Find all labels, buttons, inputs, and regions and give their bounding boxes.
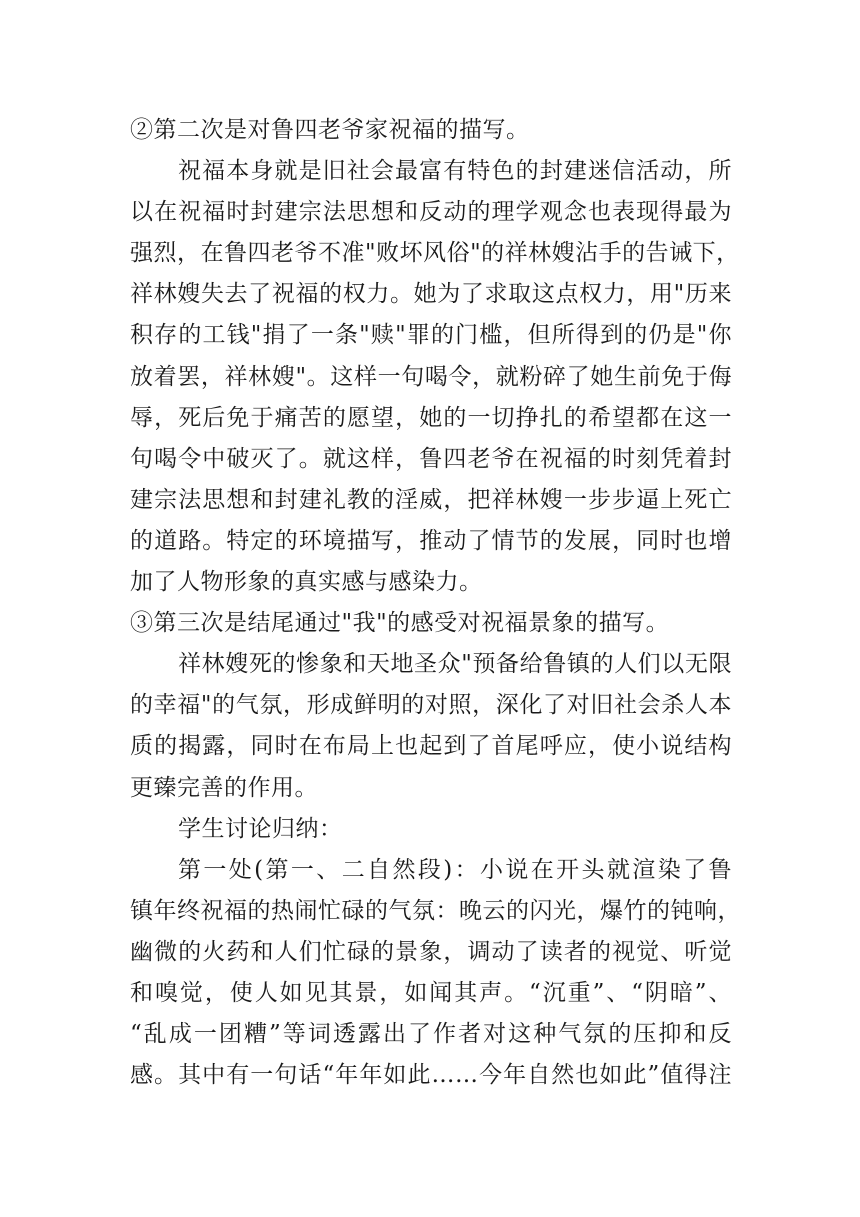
- paragraph-line: 第一处(第一、二自然段)：小说在开头就渲染了鲁: [178, 856, 732, 883]
- paragraph-line: 学生讨论归纳：: [178, 815, 343, 842]
- paragraph-line: 祥林嫂死的惨象和天地圣众"预备给鲁镇的人们以无限: [178, 651, 732, 678]
- paragraph-line: 加了人物形象的真实感与感染力。: [130, 569, 483, 596]
- paragraph-line: 镇年终祝福的热闹忙碌的气氛：晚云的闪光，爆竹的钝响，: [130, 897, 741, 924]
- paragraph-line: 辱，死后免于痛苦的愿望，她的一切挣扎的希望都在这一: [130, 404, 732, 431]
- paragraph-line: 的道路。特定的环境描写，推动了情节的发展，同时也增: [130, 527, 732, 554]
- paragraph-line: 更臻完善的作用。: [130, 774, 318, 801]
- paragraph-line: “乱成一团糟”等词透露出了作者对这种气氛的压抑和反: [130, 1021, 732, 1048]
- paragraph-line: 积存的工钱"捐了一条"赎"罪的门槛，但所得到的仍是"你: [130, 322, 732, 349]
- paragraph-line: 的幸福"的气氛，形成鲜明的对照，深化了对旧社会杀人本: [130, 692, 732, 719]
- paragraph-line: 质的揭露，同时在布局上也起到了首尾呼应，使小说结构: [130, 733, 732, 760]
- section-heading: ②第二次是对鲁四老爷家祝福的描写。: [130, 117, 530, 143]
- paragraph-line: 祝福本身就是旧社会最富有特色的封建迷信活动，所: [178, 158, 732, 185]
- paragraph-line: 以在祝福时封建宗法思想和反动的理学观念也表现得最为: [130, 199, 732, 226]
- paragraph-line: 幽微的火药和人们忙碌的景象，调动了读者的视觉、听觉: [130, 938, 732, 965]
- paragraph-line: 放着罢，祥林嫂"。这样一句喝令，就粉碎了她生前免于侮: [130, 363, 732, 390]
- section-heading: ③第三次是结尾通过"我"的感受对祝福景象的描写。: [130, 610, 670, 637]
- paragraph-line: 感。其中有一句话“年年如此……今年自然也如此”值得注: [130, 1062, 732, 1089]
- document-body: [130, 110, 741, 1096]
- paragraph-line: 和嗅觉，使人如见其景，如闻其声。“沉重”、“阴暗”、: [130, 979, 732, 1006]
- paragraph-line: 句喝令中破灭了。就这样，鲁四老爷在祝福的时刻凭着封: [130, 445, 732, 472]
- paragraph-line: 建宗法思想和封建礼教的淫威，把祥林嫂一步步逼上死亡: [130, 486, 732, 513]
- paragraph-line: 祥林嫂失去了祝福的权力。她为了求取这点权力，用"历来: [130, 281, 732, 308]
- paragraph-line: 强烈，在鲁四老爷不准"败坏风俗"的祥林嫂沾手的告诫下，: [130, 240, 740, 267]
